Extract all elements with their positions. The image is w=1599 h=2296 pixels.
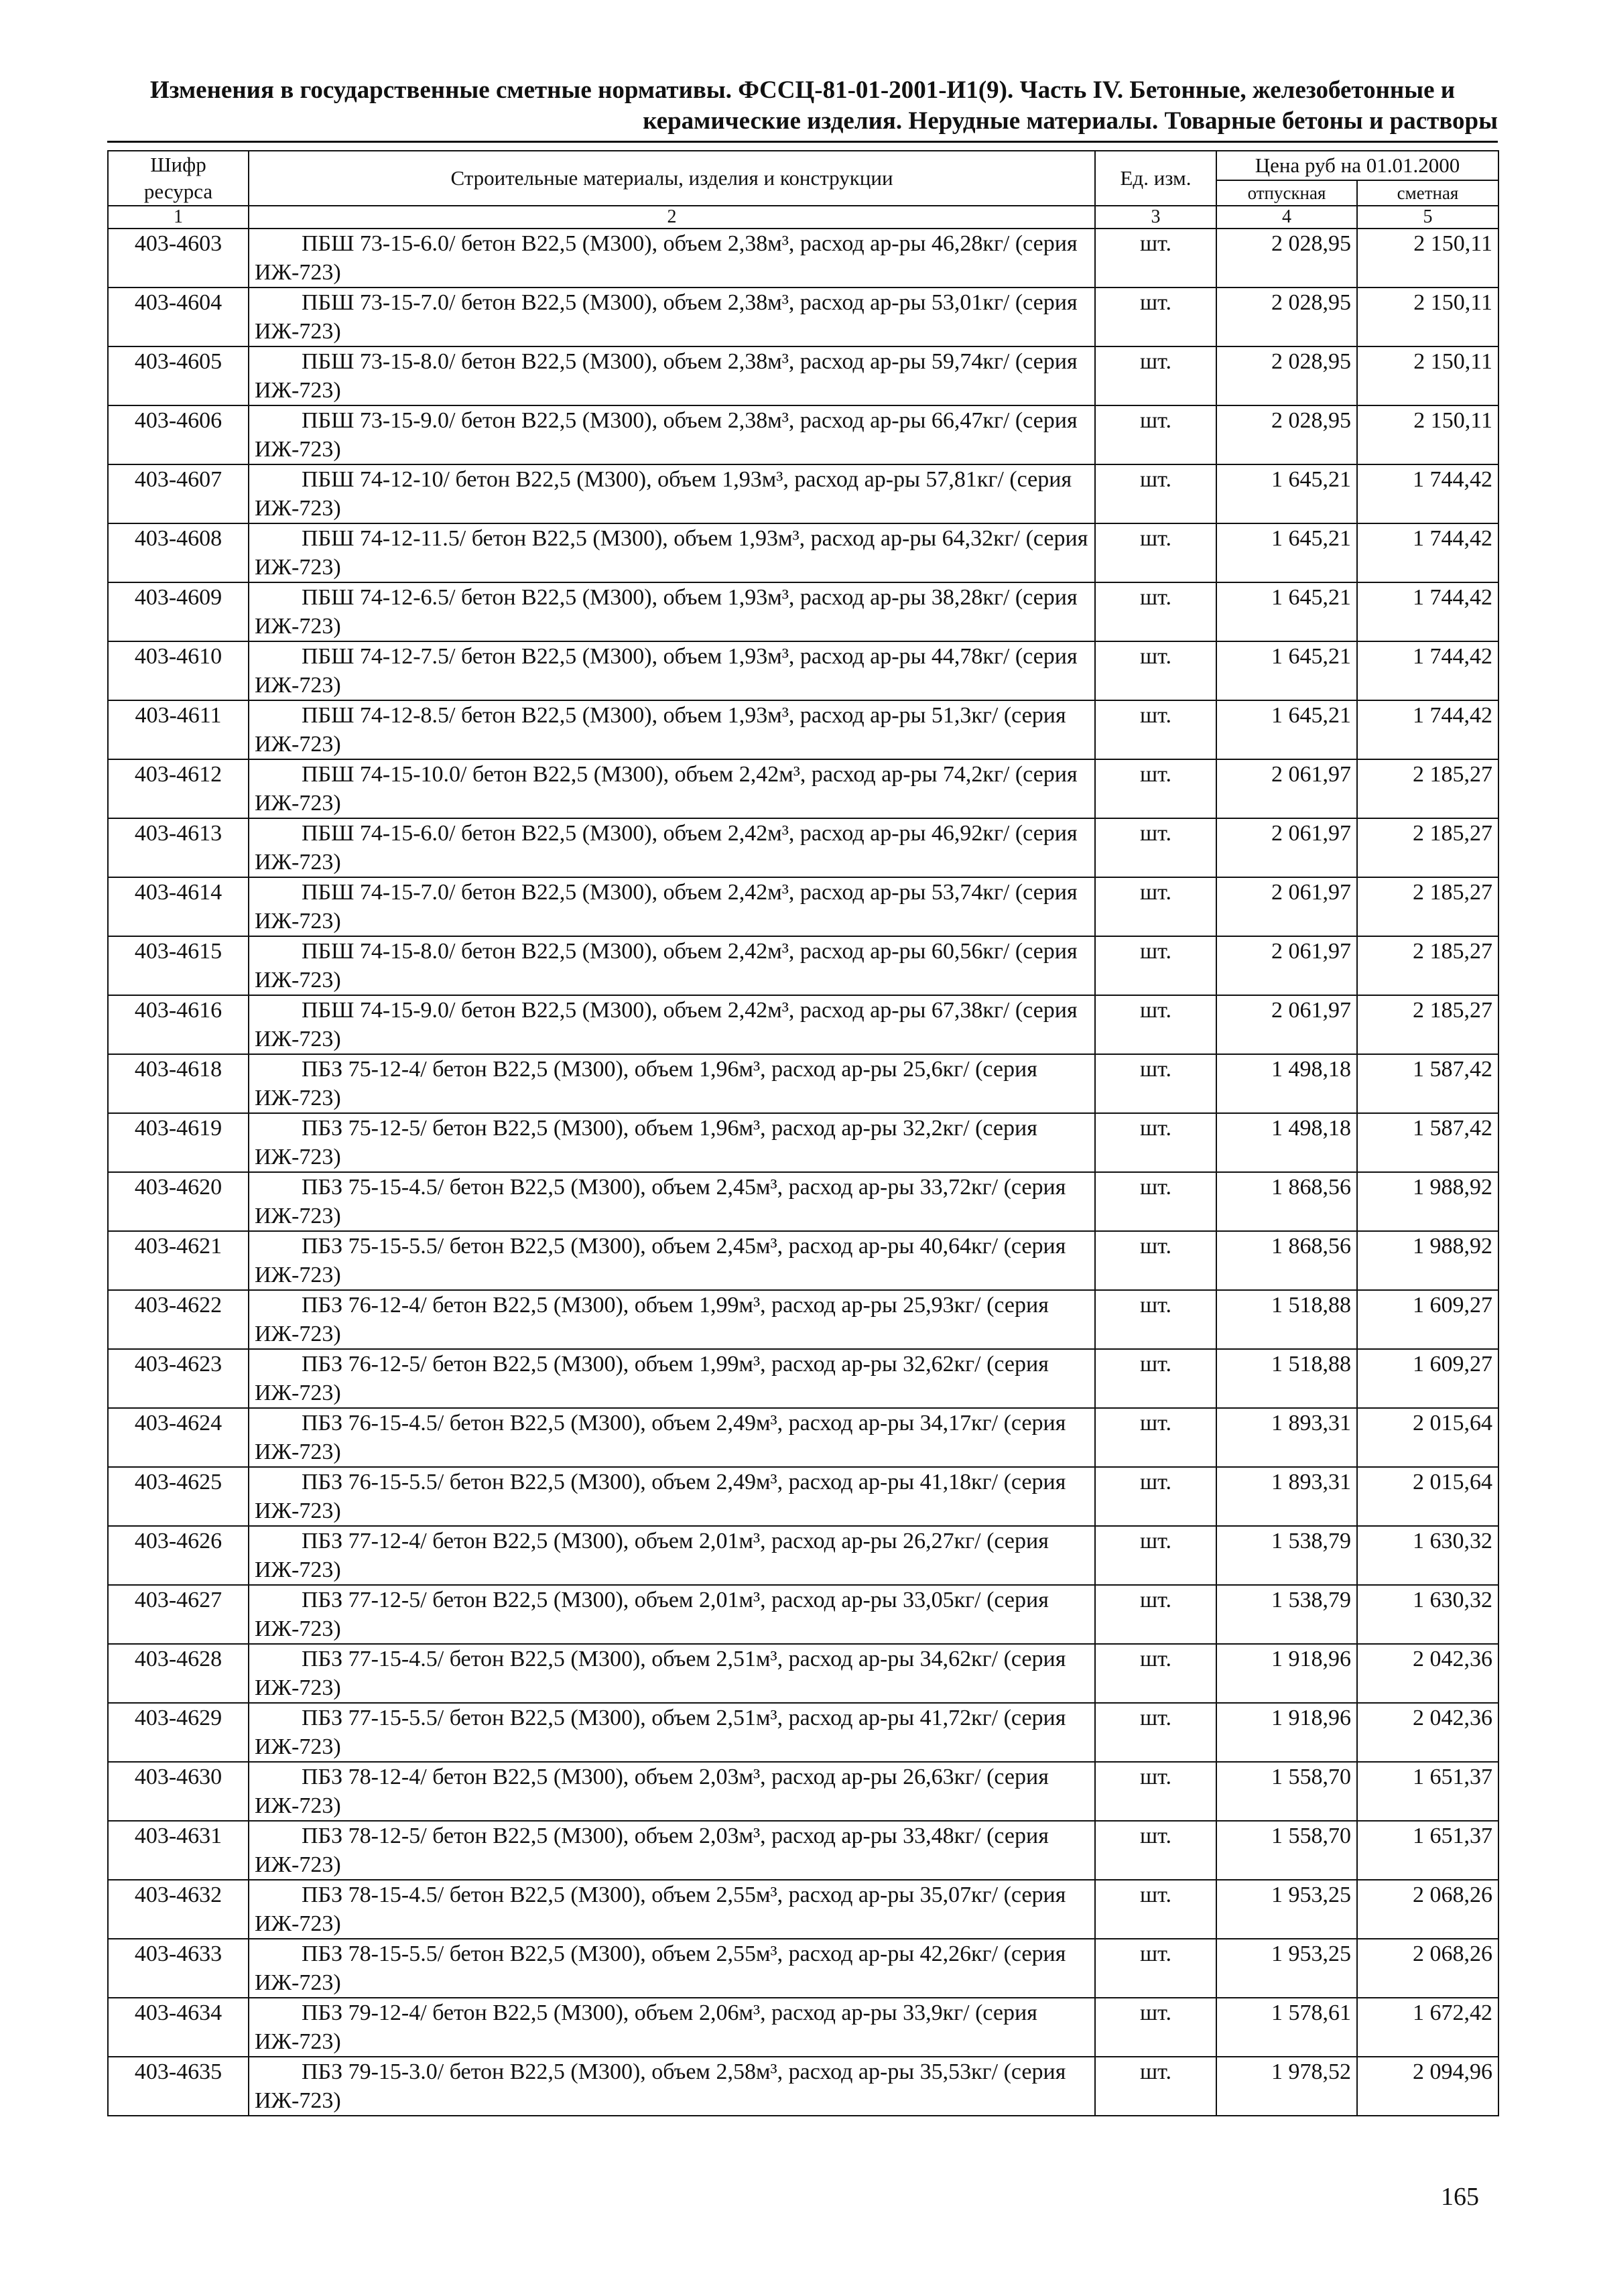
estimate-price: 1 988,92 bbox=[1357, 1172, 1498, 1231]
resource-code: 403-4607 bbox=[108, 464, 249, 523]
table-row bbox=[108, 1585, 1498, 1644]
resource-description: ПБШ 74-15-10.0/ бетон В22,5 (М300), объем 2,42м³, расход ар-ры 74,2кг/ (серия ИЖ-723) bbox=[249, 759, 1095, 818]
resource-description: ПБШ 73-15-7.0/ бетон В22,5 (М300), объем 2,38м³, расход ар-ры 53,01кг/ (серия ИЖ-723) bbox=[249, 288, 1095, 346]
estimate-price: 2 150,11 bbox=[1357, 405, 1498, 464]
release-price: 1 518,88 bbox=[1216, 1349, 1357, 1408]
table-row bbox=[108, 1880, 1498, 1939]
unit-of-measure: шт. bbox=[1095, 1408, 1216, 1467]
page-number: 165 bbox=[1441, 2183, 1479, 2211]
resource-code: 403-4606 bbox=[108, 405, 249, 464]
estimate-price: 2 094,96 bbox=[1357, 2057, 1498, 2116]
release-price: 1 893,31 bbox=[1216, 1467, 1357, 1526]
unit-of-measure: шт. bbox=[1095, 1526, 1216, 1585]
estimate-price: 1 672,42 bbox=[1357, 1998, 1498, 2057]
table-row bbox=[108, 2057, 1498, 2116]
resource-description: ПБЗ 77-12-5/ бетон В22,5 (М300), объем 2,01м³, расход ар-ры 33,05кг/ (серия ИЖ-723) bbox=[249, 1585, 1095, 1644]
resource-description: ПБЗ 79-12-4/ бетон В22,5 (М300), объем 2,06м³, расход ар-ры 33,9кг/ (серия ИЖ-723) bbox=[249, 1998, 1095, 2057]
table-row bbox=[108, 641, 1498, 700]
resource-description: ПБШ 73-15-9.0/ бетон В22,5 (М300), объем 2,38м³, расход ар-ры 66,47кг/ (серия ИЖ-723) bbox=[249, 405, 1095, 464]
unit-of-measure: шт. bbox=[1095, 288, 1216, 346]
estimate-price: 2 185,27 bbox=[1357, 995, 1498, 1054]
unit-of-measure: шт. bbox=[1095, 523, 1216, 582]
col-header-unit: Ед. изм. bbox=[1095, 151, 1216, 206]
col-number: 1 bbox=[108, 206, 249, 229]
table-row bbox=[108, 1231, 1498, 1290]
release-price: 1 868,56 bbox=[1216, 1231, 1357, 1290]
table-row bbox=[108, 1467, 1498, 1526]
unit-of-measure: шт. bbox=[1095, 1998, 1216, 2057]
table-row bbox=[108, 464, 1498, 523]
unit-of-measure: шт. bbox=[1095, 346, 1216, 405]
unit-of-measure: шт. bbox=[1095, 759, 1216, 818]
table-row bbox=[108, 346, 1498, 405]
resource-code: 403-4619 bbox=[108, 1113, 249, 1172]
resource-description: ПБЗ 75-12-4/ бетон В22,5 (М300), объем 1,96м³, расход ар-ры 25,6кг/ (серия ИЖ-723) bbox=[249, 1054, 1095, 1113]
estimate-price: 1 744,42 bbox=[1357, 641, 1498, 700]
resource-code: 403-4609 bbox=[108, 582, 249, 641]
col-header-estimate-price: сметная bbox=[1357, 180, 1498, 206]
table-row bbox=[108, 523, 1498, 582]
release-price: 1 978,52 bbox=[1216, 2057, 1357, 2116]
release-price: 1 868,56 bbox=[1216, 1172, 1357, 1231]
release-price: 1 498,18 bbox=[1216, 1113, 1357, 1172]
table-row bbox=[108, 936, 1498, 995]
release-price: 2 061,97 bbox=[1216, 877, 1357, 936]
resource-description: ПБШ 74-15-7.0/ бетон В22,5 (М300), объем 2,42м³, расход ар-ры 53,74кг/ (серия ИЖ-723) bbox=[249, 877, 1095, 936]
resource-code: 403-4616 bbox=[108, 995, 249, 1054]
resource-code: 403-4633 bbox=[108, 1939, 249, 1998]
col-number: 5 bbox=[1357, 206, 1498, 229]
estimate-price: 1 744,42 bbox=[1357, 523, 1498, 582]
unit-of-measure: шт. bbox=[1095, 464, 1216, 523]
estimate-price: 2 185,27 bbox=[1357, 818, 1498, 877]
resource-code: 403-4614 bbox=[108, 877, 249, 936]
resource-description: ПБШ 74-12-7.5/ бетон В22,5 (М300), объем 1,93м³, расход ар-ры 44,78кг/ (серия ИЖ-723) bbox=[249, 641, 1095, 700]
table-row bbox=[108, 1408, 1498, 1467]
release-price: 2 061,97 bbox=[1216, 936, 1357, 995]
release-price: 2 061,97 bbox=[1216, 995, 1357, 1054]
unit-of-measure: шт. bbox=[1095, 1172, 1216, 1231]
col-header-code: Шифр ресурса bbox=[108, 151, 249, 206]
unit-of-measure: шт. bbox=[1095, 582, 1216, 641]
unit-of-measure: шт. bbox=[1095, 1054, 1216, 1113]
release-price: 1 645,21 bbox=[1216, 582, 1357, 641]
col-number: 4 bbox=[1216, 206, 1357, 229]
table-row bbox=[108, 818, 1498, 877]
estimate-price: 2 150,11 bbox=[1357, 346, 1498, 405]
table-row bbox=[108, 1998, 1498, 2057]
release-price: 1 645,21 bbox=[1216, 523, 1357, 582]
unit-of-measure: шт. bbox=[1095, 229, 1216, 288]
unit-of-measure: шт. bbox=[1095, 1585, 1216, 1644]
resource-description: ПБШ 73-15-8.0/ бетон В22,5 (М300), объем 2,38м³, расход ар-ры 59,74кг/ (серия ИЖ-723) bbox=[249, 346, 1095, 405]
resource-description: ПБШ 74-15-6.0/ бетон В22,5 (М300), объем 2,42м³, расход ар-ры 46,92кг/ (серия ИЖ-723) bbox=[249, 818, 1095, 877]
estimate-price: 1 651,37 bbox=[1357, 1821, 1498, 1880]
table-row bbox=[108, 1172, 1498, 1231]
unit-of-measure: шт. bbox=[1095, 1644, 1216, 1703]
estimate-price: 1 744,42 bbox=[1357, 700, 1498, 759]
unit-of-measure: шт. bbox=[1095, 405, 1216, 464]
table-row bbox=[108, 877, 1498, 936]
resource-code: 403-4635 bbox=[108, 2057, 249, 2116]
release-price: 1 498,18 bbox=[1216, 1054, 1357, 1113]
resource-code: 403-4618 bbox=[108, 1054, 249, 1113]
estimate-price: 1 587,42 bbox=[1357, 1113, 1498, 1172]
estimate-price: 2 042,36 bbox=[1357, 1644, 1498, 1703]
estimate-price: 1 630,32 bbox=[1357, 1585, 1498, 1644]
estimate-price: 2 185,27 bbox=[1357, 759, 1498, 818]
table-row bbox=[108, 1526, 1498, 1585]
estimate-price: 2 068,26 bbox=[1357, 1939, 1498, 1998]
resource-code: 403-4621 bbox=[108, 1231, 249, 1290]
resource-description: ПБЗ 76-12-5/ бетон В22,5 (М300), объем 1,99м³, расход ар-ры 32,62кг/ (серия ИЖ-723) bbox=[249, 1349, 1095, 1408]
resource-code: 403-4620 bbox=[108, 1172, 249, 1231]
release-price: 1 645,21 bbox=[1216, 464, 1357, 523]
resource-description: ПБШ 74-12-6.5/ бетон В22,5 (М300), объем 1,93м³, расход ар-ры 38,28кг/ (серия ИЖ-723) bbox=[249, 582, 1095, 641]
table-row bbox=[108, 582, 1498, 641]
estimate-price: 1 587,42 bbox=[1357, 1054, 1498, 1113]
resource-description: ПБЗ 78-12-5/ бетон В22,5 (М300), объем 2,03м³, расход ар-ры 33,48кг/ (серия ИЖ-723) bbox=[249, 1821, 1095, 1880]
table-row bbox=[108, 1821, 1498, 1880]
resource-code: 403-4626 bbox=[108, 1526, 249, 1585]
resource-description: ПБЗ 79-15-3.0/ бетон В22,5 (М300), объем 2,58м³, расход ар-ры 35,53кг/ (серия ИЖ-723) bbox=[249, 2057, 1095, 2116]
release-price: 2 028,95 bbox=[1216, 288, 1357, 346]
release-price: 1 518,88 bbox=[1216, 1290, 1357, 1349]
release-price: 2 028,95 bbox=[1216, 229, 1357, 288]
resource-code: 403-4627 bbox=[108, 1585, 249, 1644]
table-row bbox=[108, 229, 1498, 288]
release-price: 1 538,79 bbox=[1216, 1526, 1357, 1585]
table-row bbox=[108, 995, 1498, 1054]
resource-description: ПБЗ 76-15-4.5/ бетон В22,5 (М300), объем 2,49м³, расход ар-ры 34,17кг/ (серия ИЖ-723) bbox=[249, 1408, 1095, 1467]
resource-code: 403-4608 bbox=[108, 523, 249, 582]
unit-of-measure: шт. bbox=[1095, 1290, 1216, 1349]
estimate-price: 1 744,42 bbox=[1357, 582, 1498, 641]
estimate-price: 1 651,37 bbox=[1357, 1762, 1498, 1821]
col-number: 3 bbox=[1095, 206, 1216, 229]
resource-code: 403-4625 bbox=[108, 1467, 249, 1526]
resource-description: ПБЗ 78-12-4/ бетон В22,5 (М300), объем 2,03м³, расход ар-ры 26,63кг/ (серия ИЖ-723) bbox=[249, 1762, 1095, 1821]
unit-of-measure: шт. bbox=[1095, 2057, 1216, 2116]
table-row bbox=[108, 1349, 1498, 1408]
release-price: 2 061,97 bbox=[1216, 818, 1357, 877]
resource-description: ПБЗ 76-12-4/ бетон В22,5 (М300), объем 1,99м³, расход ар-ры 25,93кг/ (серия ИЖ-723) bbox=[249, 1290, 1095, 1349]
estimate-price: 2 015,64 bbox=[1357, 1467, 1498, 1526]
unit-of-measure: шт. bbox=[1095, 936, 1216, 995]
resource-description: ПБЗ 77-15-4.5/ бетон В22,5 (М300), объем 2,51м³, расход ар-ры 34,62кг/ (серия ИЖ-723) bbox=[249, 1644, 1095, 1703]
resource-code: 403-4632 bbox=[108, 1880, 249, 1939]
resource-description: ПБЗ 76-15-5.5/ бетон В22,5 (М300), объем 2,49м³, расход ар-ры 41,18кг/ (серия ИЖ-723) bbox=[249, 1467, 1095, 1526]
resource-description: ПБЗ 77-15-5.5/ бетон В22,5 (М300), объем 2,51м³, расход ар-ры 41,72кг/ (серия ИЖ-723) bbox=[249, 1703, 1095, 1762]
release-price: 1 538,79 bbox=[1216, 1585, 1357, 1644]
unit-of-measure: шт. bbox=[1095, 877, 1216, 936]
resource-code: 403-4611 bbox=[108, 700, 249, 759]
resource-description: ПБЗ 75-15-4.5/ бетон В22,5 (М300), объем 2,45м³, расход ар-ры 33,72кг/ (серия ИЖ-723) bbox=[249, 1172, 1095, 1231]
resource-code: 403-4634 bbox=[108, 1998, 249, 2057]
estimate-price: 2 185,27 bbox=[1357, 877, 1498, 936]
resource-code: 403-4631 bbox=[108, 1821, 249, 1880]
resource-code: 403-4623 bbox=[108, 1349, 249, 1408]
release-price: 2 061,97 bbox=[1216, 759, 1357, 818]
resource-code: 403-4629 bbox=[108, 1703, 249, 1762]
release-price: 1 918,96 bbox=[1216, 1644, 1357, 1703]
resource-code: 403-4622 bbox=[108, 1290, 249, 1349]
estimate-price: 2 015,64 bbox=[1357, 1408, 1498, 1467]
table-row bbox=[108, 700, 1498, 759]
release-price: 1 893,31 bbox=[1216, 1408, 1357, 1467]
resource-code: 403-4604 bbox=[108, 288, 249, 346]
unit-of-measure: шт. bbox=[1095, 1349, 1216, 1408]
table-row bbox=[108, 288, 1498, 346]
col-header-release-price: отпускная bbox=[1216, 180, 1357, 206]
release-price: 1 953,25 bbox=[1216, 1880, 1357, 1939]
header-line-2: керамические изделия. Нерудные материалы. Товарные бетоны и растворы bbox=[643, 107, 1498, 135]
estimate-price: 1 609,27 bbox=[1357, 1290, 1498, 1349]
table-row bbox=[108, 1113, 1498, 1172]
header-line-1: Изменения в государственные сметные нормативы. ФССЦ-81-01-2001-И1(9). Часть IV. Бетонные, железобетонные и bbox=[149, 76, 1456, 104]
resource-description: ПБЗ 77-12-4/ бетон В22,5 (М300), объем 2,01м³, расход ар-ры 26,27кг/ (серия ИЖ-723) bbox=[249, 1526, 1095, 1585]
col-header-description: Строительные материалы, изделия и конструкции bbox=[249, 151, 1095, 206]
resource-price-table bbox=[107, 150, 1499, 2116]
unit-of-measure: шт. bbox=[1095, 641, 1216, 700]
estimate-price: 2 150,11 bbox=[1357, 288, 1498, 346]
resource-description: ПБШ 73-15-6.0/ бетон В22,5 (М300), объем 2,38м³, расход ар-ры 46,28кг/ (серия ИЖ-723) bbox=[249, 229, 1095, 288]
resource-description: ПБЗ 78-15-5.5/ бетон В22,5 (М300), объем 2,55м³, расход ар-ры 42,26кг/ (серия ИЖ-723) bbox=[249, 1939, 1095, 1998]
release-price: 1 953,25 bbox=[1216, 1939, 1357, 1998]
release-price: 1 578,61 bbox=[1216, 1998, 1357, 2057]
unit-of-measure: шт. bbox=[1095, 700, 1216, 759]
resource-description: ПБШ 74-15-9.0/ бетон В22,5 (М300), объем 2,42м³, расход ар-ры 67,38кг/ (серия ИЖ-723) bbox=[249, 995, 1095, 1054]
release-price: 1 558,70 bbox=[1216, 1821, 1357, 1880]
table-row bbox=[108, 1703, 1498, 1762]
table-row bbox=[108, 759, 1498, 818]
resource-description: ПБШ 74-12-10/ бетон В22,5 (М300), объем 1,93м³, расход ар-ры 57,81кг/ (серия ИЖ-723) bbox=[249, 464, 1095, 523]
unit-of-measure: шт. bbox=[1095, 1939, 1216, 1998]
resource-code: 403-4612 bbox=[108, 759, 249, 818]
table-row bbox=[108, 1939, 1498, 1998]
unit-of-measure: шт. bbox=[1095, 995, 1216, 1054]
resource-code: 403-4624 bbox=[108, 1408, 249, 1467]
resource-code: 403-4610 bbox=[108, 641, 249, 700]
table-body bbox=[108, 229, 1498, 2116]
estimate-price: 1 630,32 bbox=[1357, 1526, 1498, 1585]
release-price: 2 028,95 bbox=[1216, 346, 1357, 405]
resource-code: 403-4630 bbox=[108, 1762, 249, 1821]
resource-code: 403-4605 bbox=[108, 346, 249, 405]
table-row bbox=[108, 1054, 1498, 1113]
release-price: 1 645,21 bbox=[1216, 641, 1357, 700]
resource-description: ПБЗ 78-15-4.5/ бетон В22,5 (М300), объем 2,55м³, расход ар-ры 35,07кг/ (серия ИЖ-723) bbox=[249, 1880, 1095, 1939]
resource-description: ПБШ 74-12-8.5/ бетон В22,5 (М300), объем 1,93м³, расход ар-ры 51,3кг/ (серия ИЖ-723) bbox=[249, 700, 1095, 759]
table-row bbox=[108, 405, 1498, 464]
unit-of-measure: шт. bbox=[1095, 1231, 1216, 1290]
table-row bbox=[108, 1762, 1498, 1821]
release-price: 1 645,21 bbox=[1216, 700, 1357, 759]
resource-description: ПБЗ 75-12-5/ бетон В22,5 (М300), объем 1,96м³, расход ар-ры 32,2кг/ (серия ИЖ-723) bbox=[249, 1113, 1095, 1172]
resource-description: ПБШ 74-12-11.5/ бетон В22,5 (М300), объем 1,93м³, расход ар-ры 64,32кг/ (серия ИЖ-723) bbox=[249, 523, 1095, 582]
unit-of-measure: шт. bbox=[1095, 1113, 1216, 1172]
estimate-price: 2 042,36 bbox=[1357, 1703, 1498, 1762]
unit-of-measure: шт. bbox=[1095, 818, 1216, 877]
estimate-price: 2 185,27 bbox=[1357, 936, 1498, 995]
resource-code: 403-4628 bbox=[108, 1644, 249, 1703]
col-number: 2 bbox=[249, 206, 1095, 229]
release-price: 2 028,95 bbox=[1216, 405, 1357, 464]
estimate-price: 1 609,27 bbox=[1357, 1349, 1498, 1408]
unit-of-measure: шт. bbox=[1095, 1880, 1216, 1939]
table-row bbox=[108, 1290, 1498, 1349]
release-price: 1 558,70 bbox=[1216, 1762, 1357, 1821]
unit-of-measure: шт. bbox=[1095, 1467, 1216, 1526]
table-header bbox=[108, 151, 1498, 229]
unit-of-measure: шт. bbox=[1095, 1762, 1216, 1821]
resource-description: ПБЗ 75-15-5.5/ бетон В22,5 (М300), объем 2,45м³, расход ар-ры 40,64кг/ (серия ИЖ-723) bbox=[249, 1231, 1095, 1290]
col-header-price: Цена руб на 01.01.2000 bbox=[1216, 151, 1498, 180]
release-price: 1 918,96 bbox=[1216, 1703, 1357, 1762]
estimate-price: 1 744,42 bbox=[1357, 464, 1498, 523]
resource-description: ПБШ 74-15-8.0/ бетон В22,5 (М300), объем 2,42м³, расход ар-ры 60,56кг/ (серия ИЖ-723) bbox=[249, 936, 1095, 995]
estimate-price: 2 150,11 bbox=[1357, 229, 1498, 288]
estimate-price: 1 988,92 bbox=[1357, 1231, 1498, 1290]
resource-code: 403-4615 bbox=[108, 936, 249, 995]
resource-code: 403-4603 bbox=[108, 229, 249, 288]
estimate-price: 2 068,26 bbox=[1357, 1880, 1498, 1939]
table-row bbox=[108, 1644, 1498, 1703]
unit-of-measure: шт. bbox=[1095, 1821, 1216, 1880]
resource-code: 403-4613 bbox=[108, 818, 249, 877]
page-header bbox=[107, 75, 1498, 143]
unit-of-measure: шт. bbox=[1095, 1703, 1216, 1762]
